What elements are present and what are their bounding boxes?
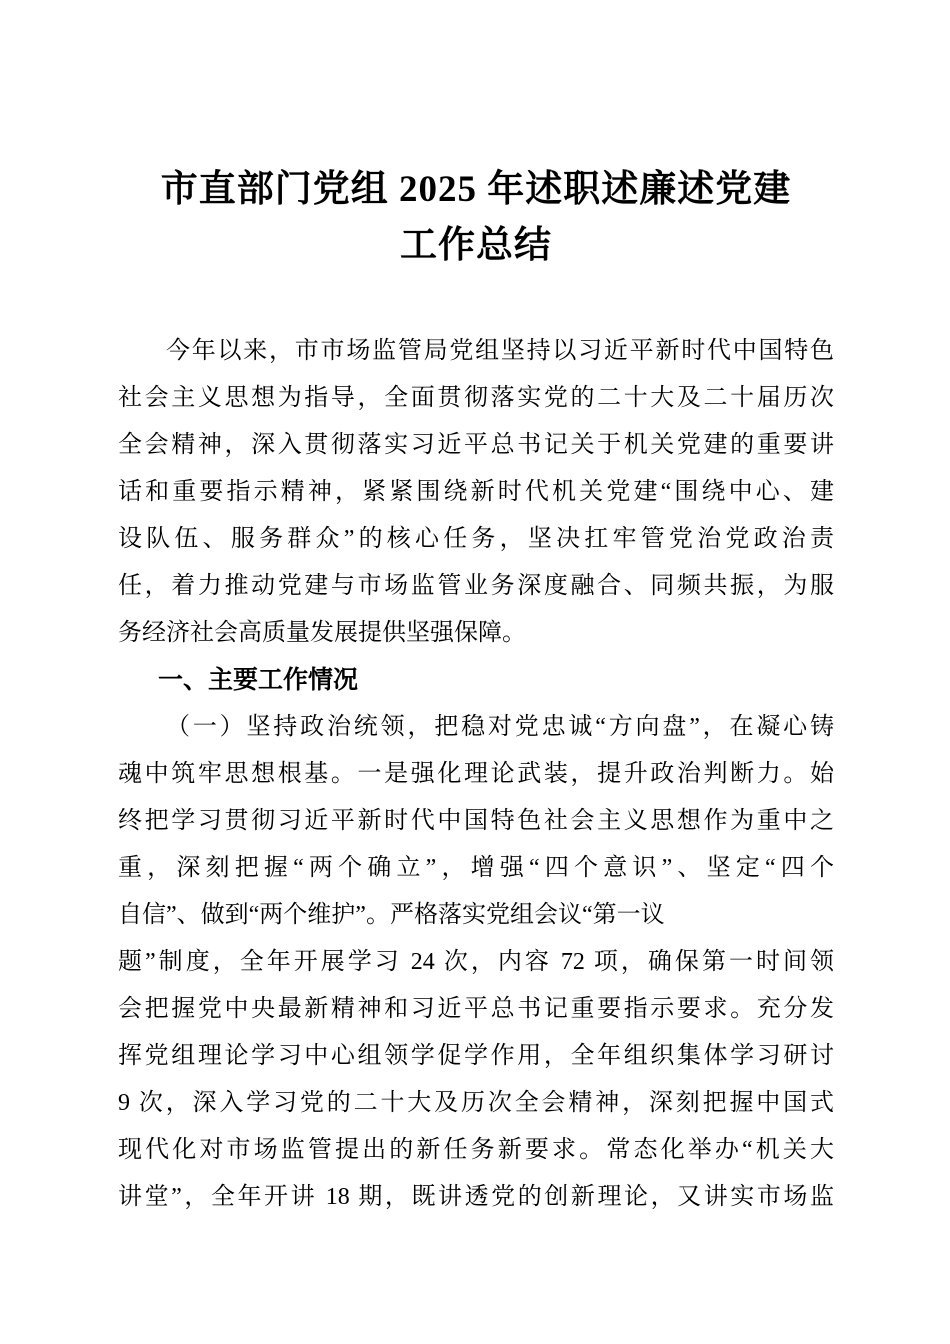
- text-line: 全会精神，深入贯彻落实习近平总书记关于机关党建的重要讲: [118, 432, 834, 458]
- text-line: 魂中筑牢思想根基。一是强化理论武装，提升政治判断力。始: [118, 761, 834, 787]
- text-line: 务经济社会高质量发展提供坚强保障。: [118, 620, 526, 646]
- paragraph-section-one: [118, 704, 834, 1221]
- text-line: 话和重要指示精神，紧紧围绕新时代机关党建“围绕中心、建: [118, 479, 834, 505]
- text-line: 设队伍、服务群众”的核心任务，坚决扛牢管党治党政治责: [118, 526, 834, 552]
- section-heading-main-work: 一、主要工作情况: [158, 666, 359, 694]
- text-line: 任，着力推动党建与市场监管业务深度融合、同频共振，为服: [118, 573, 834, 599]
- text-line: 会把握党中央最新精神和习近平总书记重要指示要求。充分发: [118, 996, 834, 1022]
- text-line: 终把学习贯彻习近平新时代中国特色社会主义思想作为重中之: [118, 808, 834, 834]
- text-line: 自信”、做到“两个维护”。严格落实党组会议“第一议: [118, 902, 665, 928]
- paragraph-intro: [118, 328, 834, 657]
- document-title: [118, 162, 834, 274]
- text-line: 9 次，深入学习党的二十大及历次全会精神，深刻把握中国式: [118, 1090, 834, 1116]
- text-line: 挥党组理论学习中心组领学促学作用，全年组织集体学习研讨: [118, 1043, 834, 1069]
- text-line: 现代化对市场监管提出的新任务新要求。常态化举办“机关大: [118, 1137, 834, 1163]
- text-line: 社会主义思想为指导，全面贯彻落实党的二十大及二十届历次: [118, 385, 834, 411]
- document-title-line-1: 市直部门党组 2025 年述职述廉述党建: [160, 169, 792, 210]
- text-line: 重，深刻把握“两个确立”，增强“四个意识”、坚定“四个: [118, 855, 834, 881]
- text-line: 今年以来，市市场监管局党组坚持以习近平新时代中国特色: [166, 338, 834, 364]
- document-title-line-2: 工作总结: [400, 225, 552, 266]
- text-line: （一）坚持政治统领，把稳对党忠诚“方向盘”，在凝心铸: [166, 714, 834, 740]
- text-line: 讲堂”，全年开讲 18 期，既讲透党的创新理论，又讲实市场监: [118, 1184, 834, 1210]
- text-line: 题”制度，全年开展学习 24 次，内容 72 项，确保第一时间领: [118, 949, 834, 975]
